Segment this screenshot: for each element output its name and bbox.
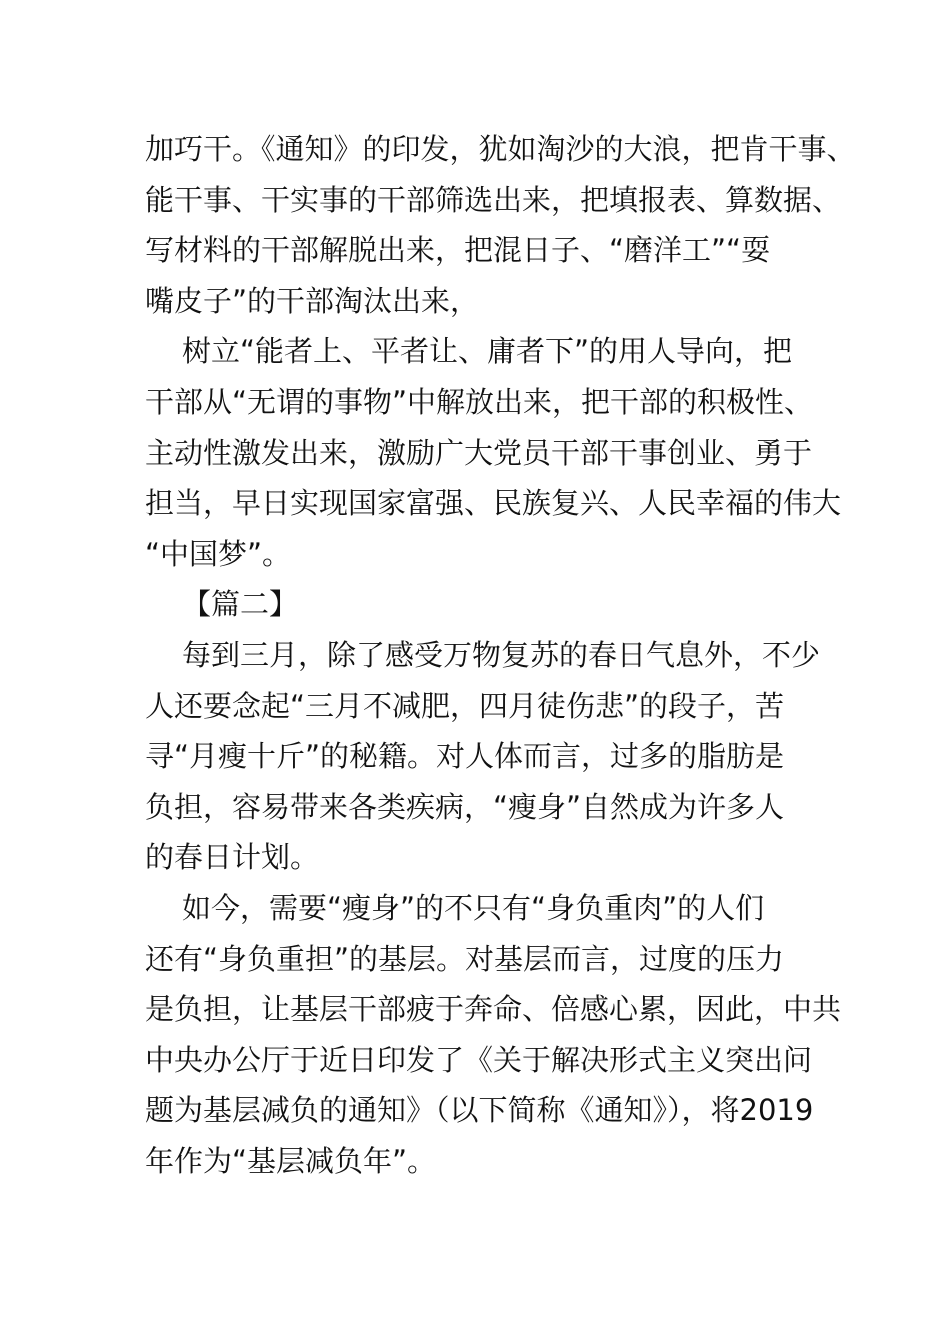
text-line: 还有“身负重担”的基层。对基层而言，过度的压力 xyxy=(145,941,785,976)
paragraph-first-line: 树立“能者上、平者让、庸者下”的用人导向，把 xyxy=(182,334,793,369)
text-line: 加巧干。《通知》的印发，犹如淘沙的大浪，把肯干事、 xyxy=(145,132,856,166)
text-line: 干部从“无谓的事物”中解放出来，把干部的积极性、 xyxy=(145,384,814,419)
text-line: “中国梦”。 xyxy=(145,536,292,571)
text-line: 负担，容易带来各类疾病，“瘦身”自然成为许多人 xyxy=(145,789,785,824)
text-line: 是负担，让基层干部疲于奔命、倍感心累，因此，中共 xyxy=(145,992,842,1027)
document-body xyxy=(145,124,856,1186)
text-line: 写材料的干部解脱出来，把混日子、“磨洋工”“耍 xyxy=(145,233,771,268)
text-line: 的春日计划。 xyxy=(145,840,320,875)
text-line: 寻“月瘦十斤”的秘籍。对人体而言，过多的脂肪是 xyxy=(145,739,785,774)
text-line: 嘴皮子”的干部淘汰出来， xyxy=(145,283,480,318)
section-heading: 【篇二】 xyxy=(182,587,299,622)
text-line: 人还要念起“三月不减肥，四月徒伤悲”的段子，苦 xyxy=(145,688,785,723)
text-line: 中央办公厅于近日印发了《关于解决形式主义突出问 xyxy=(145,1042,813,1077)
text-line: 题为基层减负的通知》（以下简称《通知》），将2019 xyxy=(145,1093,814,1128)
paragraph-first-line: 如今，需要“瘦身”的不只有“身负重肉”的人们 xyxy=(182,890,765,925)
text-line: 年作为“基层减负年”。 xyxy=(145,1143,437,1178)
text-line: 能干事、干实事的干部筛选出来，把填报表、算数据、 xyxy=(145,182,842,217)
text-line: 担当，早日实现国家富强、民族复兴、人民幸福的伟大 xyxy=(145,486,842,521)
text-line: 主动性激发出来，激励广大党员干部干事创业、勇于 xyxy=(145,435,813,470)
paragraph-first-line: 每到三月，除了感受万物复苏的春日气息外，不少 xyxy=(182,637,821,672)
